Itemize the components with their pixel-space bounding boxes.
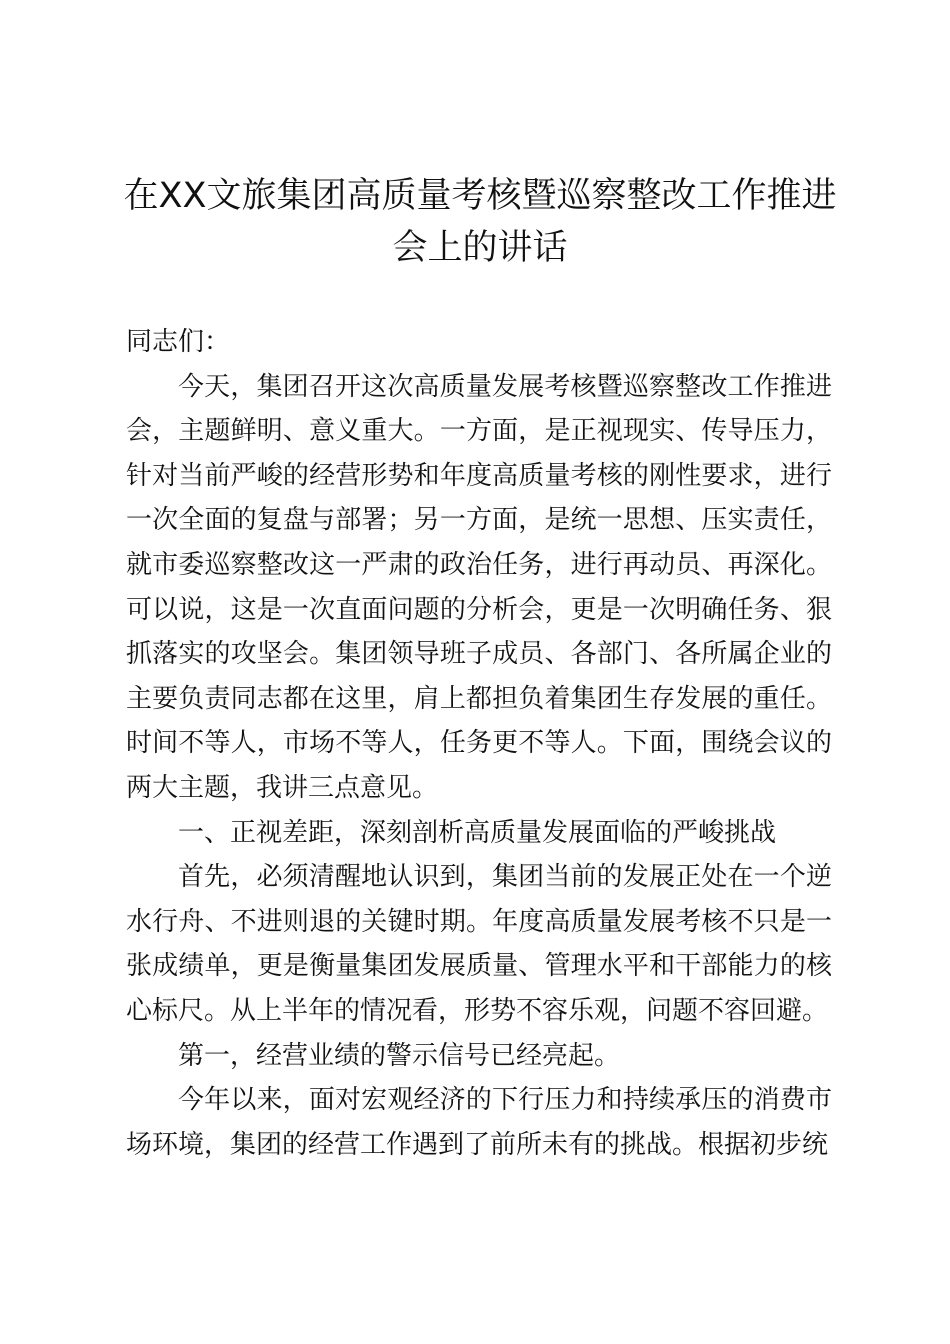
paragraph-business: 今年以来，面对宏观经济的下行压力和持续承压的消费市场环境，集团的经营工作遇到了前所未有的挑战。根据初步统: [126, 1085, 832, 1160]
document-body: [126, 320, 832, 1167]
paragraph-intro: 今天，集团召开这次高质量发展考核暨巡察整改工作推进会，主题鲜明、意义重大。一方面，是正视现实、传导压力，针对当前严峻的经营形势和年度高质量考核的刚性要求，进行一次全面的复盘与部署；另一方面，是统一思想、压实责任，就市委巡察整改这一严肃的政治任务，进行再动员、再深化。可以说，这是一次直面问题的分析会，更是一次明确任务、狠抓落实的攻坚会。集团领导班子成员、各部门、各所属企业的主要负责同志都在这里，肩上都担负着集团生存发展的重任。时间不等人，市场不等人，任务更不等人。下面，围绕会议的两大主题，我讲三点意见。: [126, 371, 832, 803]
paragraph-section-1: 首先，必须清醒地认识到，集团当前的发展正处在一个逆水行舟、不进则退的关键时期。年度高质量发展考核不只是一张成绩单，更是衡量集团发展质量、管理水平和干部能力的核心标尺。从上半年的情况看，形势不容乐观，问题不容回避。: [126, 862, 832, 1026]
subheading-first: 第一，经营业绩的警示信号已经亮起。: [178, 1040, 621, 1071]
section-heading-1: 一、正视差距，深刻剖析高质量发展面临的严峻挑战: [178, 817, 777, 848]
salutation: 同志们：: [126, 327, 231, 357]
document-title: 在XX文旅集团高质量考核暨巡察整改工作推进会上的讲话: [123, 176, 837, 268]
